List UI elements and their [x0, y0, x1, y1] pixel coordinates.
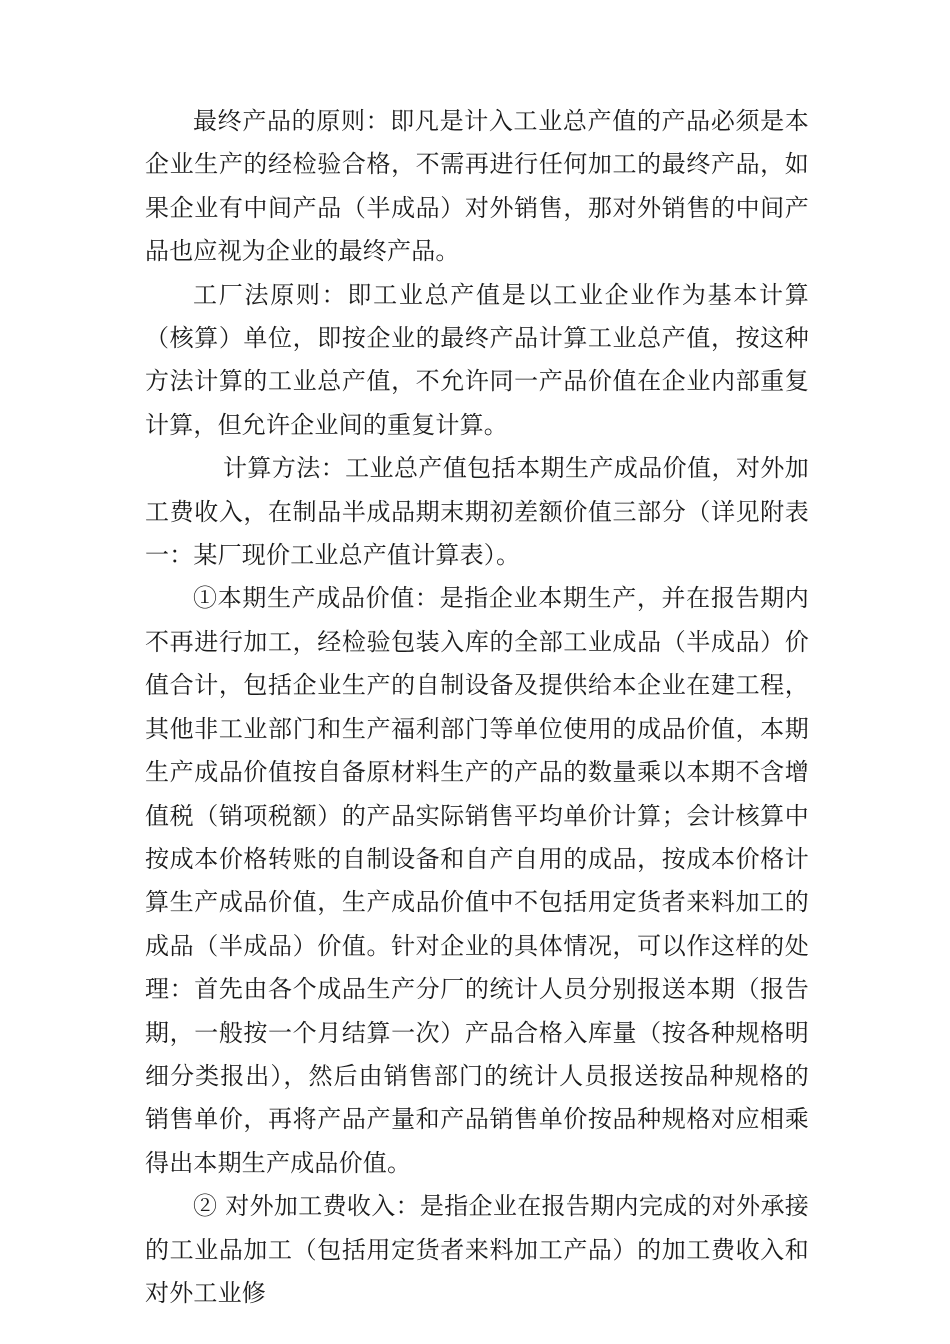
paragraph-factory-method-principle: 工厂法原则：即工业总产值是以工业企业作为基本计算（核算）单位，即按企业的最终产品计算工业总产值，按这种方法计算的工业总产值，不允许同一产品价值在企业内部重复计算，但允许企业间的重复计算。 — [145, 280, 809, 439]
paragraph-processing-fee-income: ② 对外加工费收入：是指企业在报告期内完成的对外承接的工业品加工（包括用定货者来料加工产品）的加工费收入和对外工业修 — [145, 1192, 809, 1307]
document-page — [145, 100, 809, 1315]
paragraph-finished-product-value: ①本期生产成品价值：是指企业本期生产，并在报告期内不再进行加工，经检验包装入库的全部工业成品（半成品）价值合计，包括企业生产的自制设备及提供给本企业在建工程，其他非工业部门和生产福利部门等单位使用的成品价值，本期生产成品价值按自备原材料生产的产品的数量乘以本期不含增值税（销项税额）的产品实际销售平均单价计算；会计核算中按成本价格转账的自制设备和自产自用的成品，按成本价格计算生产成品价值，生产成品价值中不包括用定货者来料加工的成品（半成品）价值。针对企业的具体情况，可以作这样的处理：首先由各个成品生产分厂的统计人员分别报送本期（报告期，一般按一个月结算一次）产品合格入库量（按各种规格明细分类报出），然后由销售部门的统计人员报送按品种规格的销售单价，再将产品产量和产品销售单价按品种规格对应相乘得出本期生产成品价值。 — [145, 584, 809, 1177]
paragraph-final-product-principle: 最终产品的原则：即凡是计入工业总产值的产品必须是本企业生产的经检验合格，不需再进行任何加工的最终产品，如果企业有中间产品（半成品）对外销售，那对外销售的中间产品也应视为企业的最终产品。 — [145, 107, 809, 266]
paragraph-calculation-method: 计算方法：工业总产值包括本期生产成品价值，对外加工费收入，在制品半成品期末期初差额价值三部分（详见附表一：某厂现价工业总产值计算表）。 — [145, 454, 809, 570]
